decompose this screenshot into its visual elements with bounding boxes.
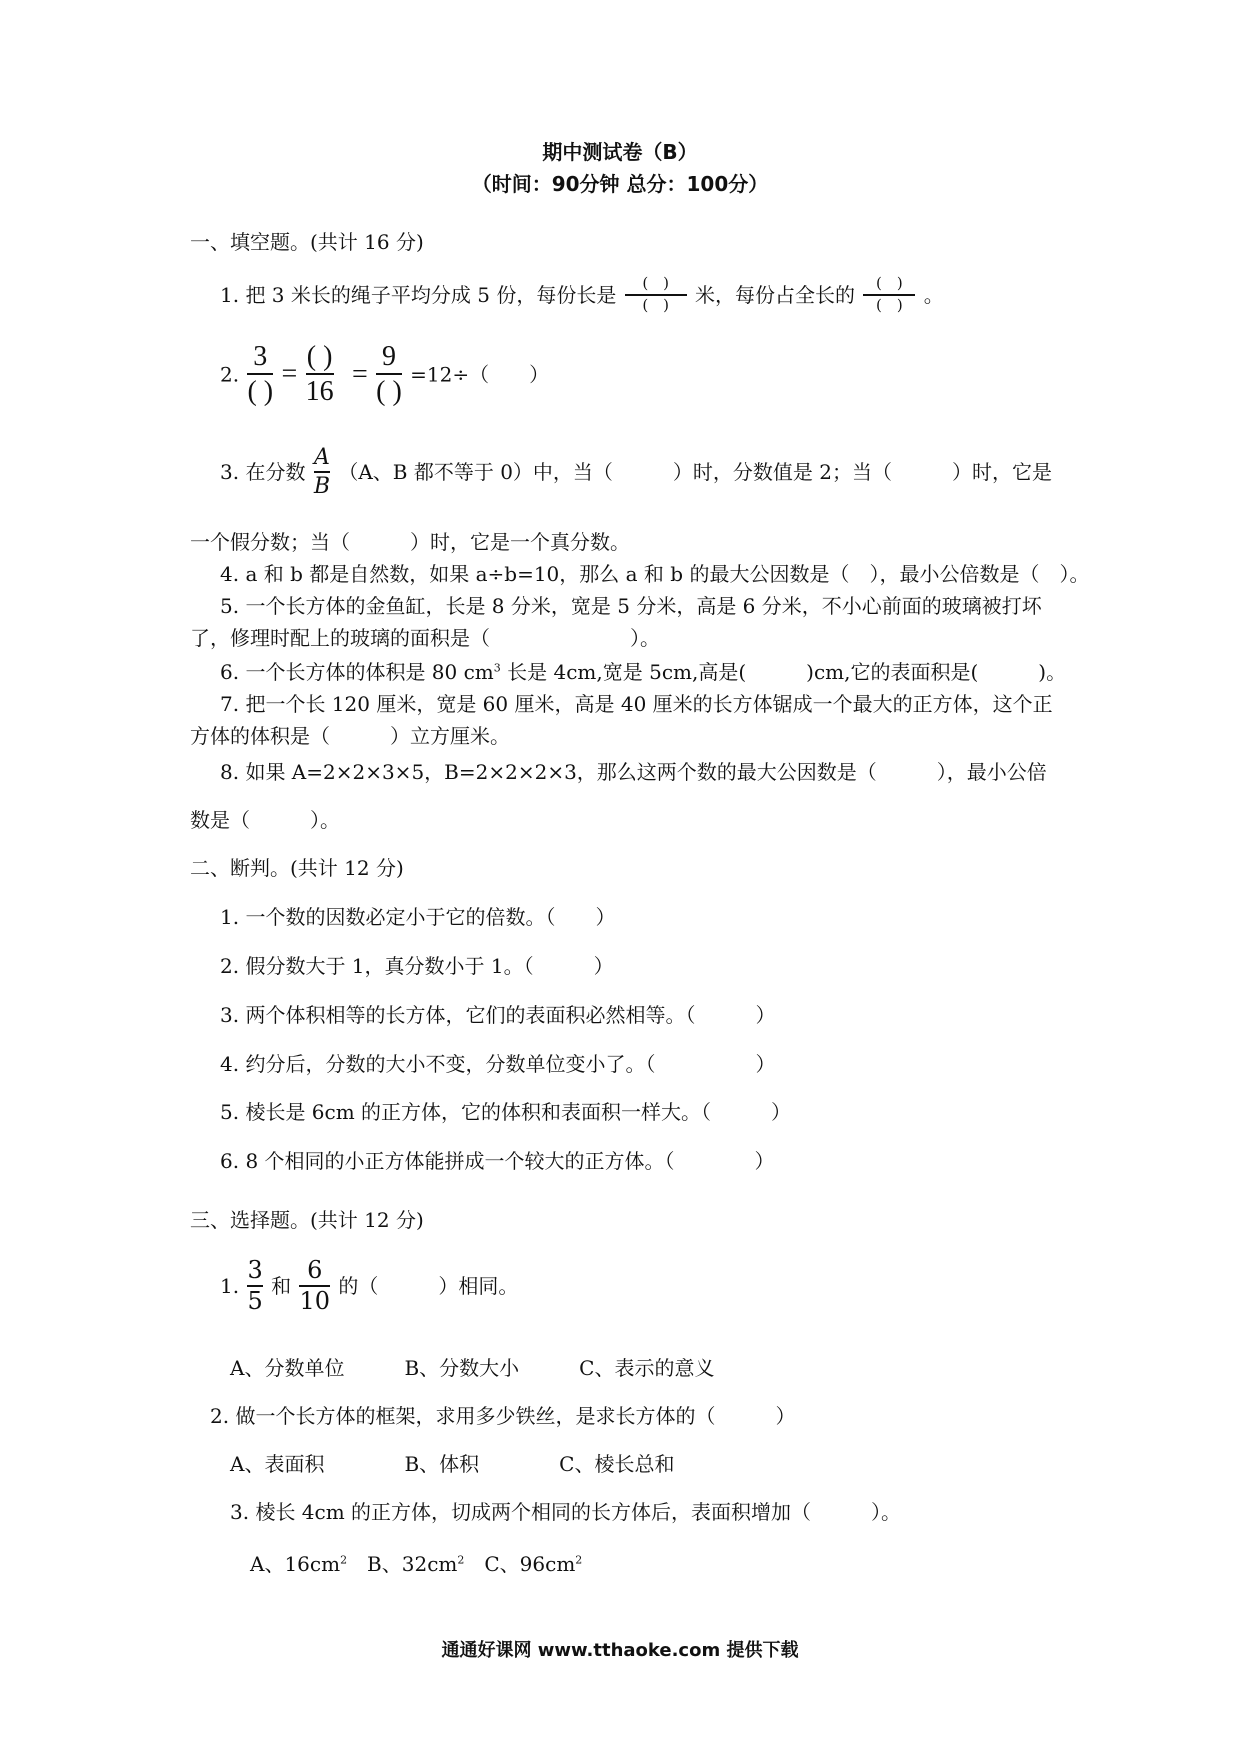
fraction: $\frac{3}{5}$ xyxy=(247,1256,263,1316)
fraction: $\frac{6}{10}$ xyxy=(299,1256,330,1316)
judge-item-2: 2. 假分数大于 1，真分数小于 1。（ ） xyxy=(220,954,614,978)
fraction: $\frac{9}{( )}$ xyxy=(376,341,402,408)
judge-item-4: 4. 约分后，分数的大小不变，分数单位变小了。（ ） xyxy=(220,1052,776,1076)
choice-3-options: A、$16cm^2$ B、$32cm^2$ C、$96cm^2$ xyxy=(250,1552,583,1576)
fraction: $\frac{3}{( )}$ xyxy=(247,341,274,408)
blank-fraction: $\frac{( )}{( )}$ xyxy=(863,276,915,314)
choice-question-2: 2. 做一个长方体的框架，求用多少铁丝，是求长方体的（ ） xyxy=(210,1404,796,1428)
section-1-heading: 一、填空题。(共计 16 分) xyxy=(190,230,424,254)
question-1-6: 6. 一个长方体的体积是 80 $cm^3$ 长是 4cm,宽是 5cm,高是( )cm,它的表面积是( )。 xyxy=(220,660,1067,684)
section-3-heading: 三、选择题。(共计 12 分) xyxy=(190,1208,424,1232)
choice-1-options: A、分数单位 B、分数大小 C、表示的意义 xyxy=(230,1356,715,1380)
question-1-2: 2. $\frac{3}{( )}$ = $\frac{( )}{16}$ = $\frac{9}{( )}$ =12÷（ ） xyxy=(220,341,550,408)
fraction: $\frac{A}{B}$ xyxy=(313,445,330,500)
question-1-7: 7. 把一个长 120 厘米，宽是 60 厘米，高是 40 厘米的长方体锯成一个最大的正方体，这个正 xyxy=(220,692,1053,716)
exam-subtitle: （时间：90分钟 总分：100分） xyxy=(471,172,769,196)
section-2-heading: 二、断判。(共计 12 分) xyxy=(190,856,404,880)
choice-question-1: 1. $\frac{3}{5}$ 和 $\frac{6}{10}$ 的（ ）相同。 xyxy=(220,1256,519,1316)
exam-title: 期中测试卷（B） xyxy=(542,140,698,164)
choice-question-3: 3. 棱长 4cm 的正方体，切成两个相同的长方体后，表面积增加（ ）。 xyxy=(230,1500,902,1524)
fraction: $\frac{( )}{16}$ xyxy=(305,341,334,408)
blank-fraction: $\frac{( )}{( )}$ xyxy=(625,276,687,314)
question-1-8: 8. 如果 A=2×2×3×5，B=2×2×2×3，那么这两个数的最大公因数是（ ），最小公倍 xyxy=(220,760,1047,784)
choice-2-options: A、表面积 B、体积 C、棱长总和 xyxy=(230,1452,675,1476)
question-1-5: 5. 一个长方体的金鱼缸，长是 8 分米，宽是 5 分米，高是 6 分米，不小心前面的玻璃被打坏 xyxy=(220,594,1042,618)
question-1-5-cont: 了，修理时配上的玻璃的面积是（ ）。 xyxy=(190,626,660,650)
judge-item-5: 5. 棱长是 6cm 的正方体，它的体积和表面积一样大。（ ） xyxy=(220,1100,792,1124)
footer-credit: 通通好课网 www.tthaoke.com 提供下载 xyxy=(441,1640,799,1661)
judge-item-6: 6. 8 个相同的小正方体能拼成一个较大的正方体。（ ） xyxy=(220,1149,775,1173)
judge-item-3: 3. 两个体积相等的长方体，它们的表面积必然相等。（ ） xyxy=(220,1003,776,1027)
question-1-8-cont: 数是（ ）。 xyxy=(190,808,340,832)
question-1-3: 3. 在分数 $\frac{A}{B}$ （A、B 都不等于 0）中，当（ ）时，分数值是 2；当（ ）时，它是 xyxy=(220,445,1053,500)
question-1-1: 1. 把 3 米长的绳子平均分成 5 份，每份长是 $\frac{( )}{( )}$ 米，每份占全长的 $\frac{( )}{( )}$ 。 xyxy=(220,274,944,314)
question-1-3-cont: 一个假分数；当（ ）时，它是一个真分数。 xyxy=(190,530,630,554)
question-1-7-cont: 方体的体积是（ ）立方厘米。 xyxy=(190,724,510,748)
question-1-4: 4. a 和 b 都是自然数，如果 a÷b=10，那么 a 和 b 的最大公因数是（ ），最小公倍数是（ ）。 xyxy=(220,562,1090,586)
judge-item-1: 1. 一个数的因数必定小于它的倍数。（ ） xyxy=(220,905,616,929)
